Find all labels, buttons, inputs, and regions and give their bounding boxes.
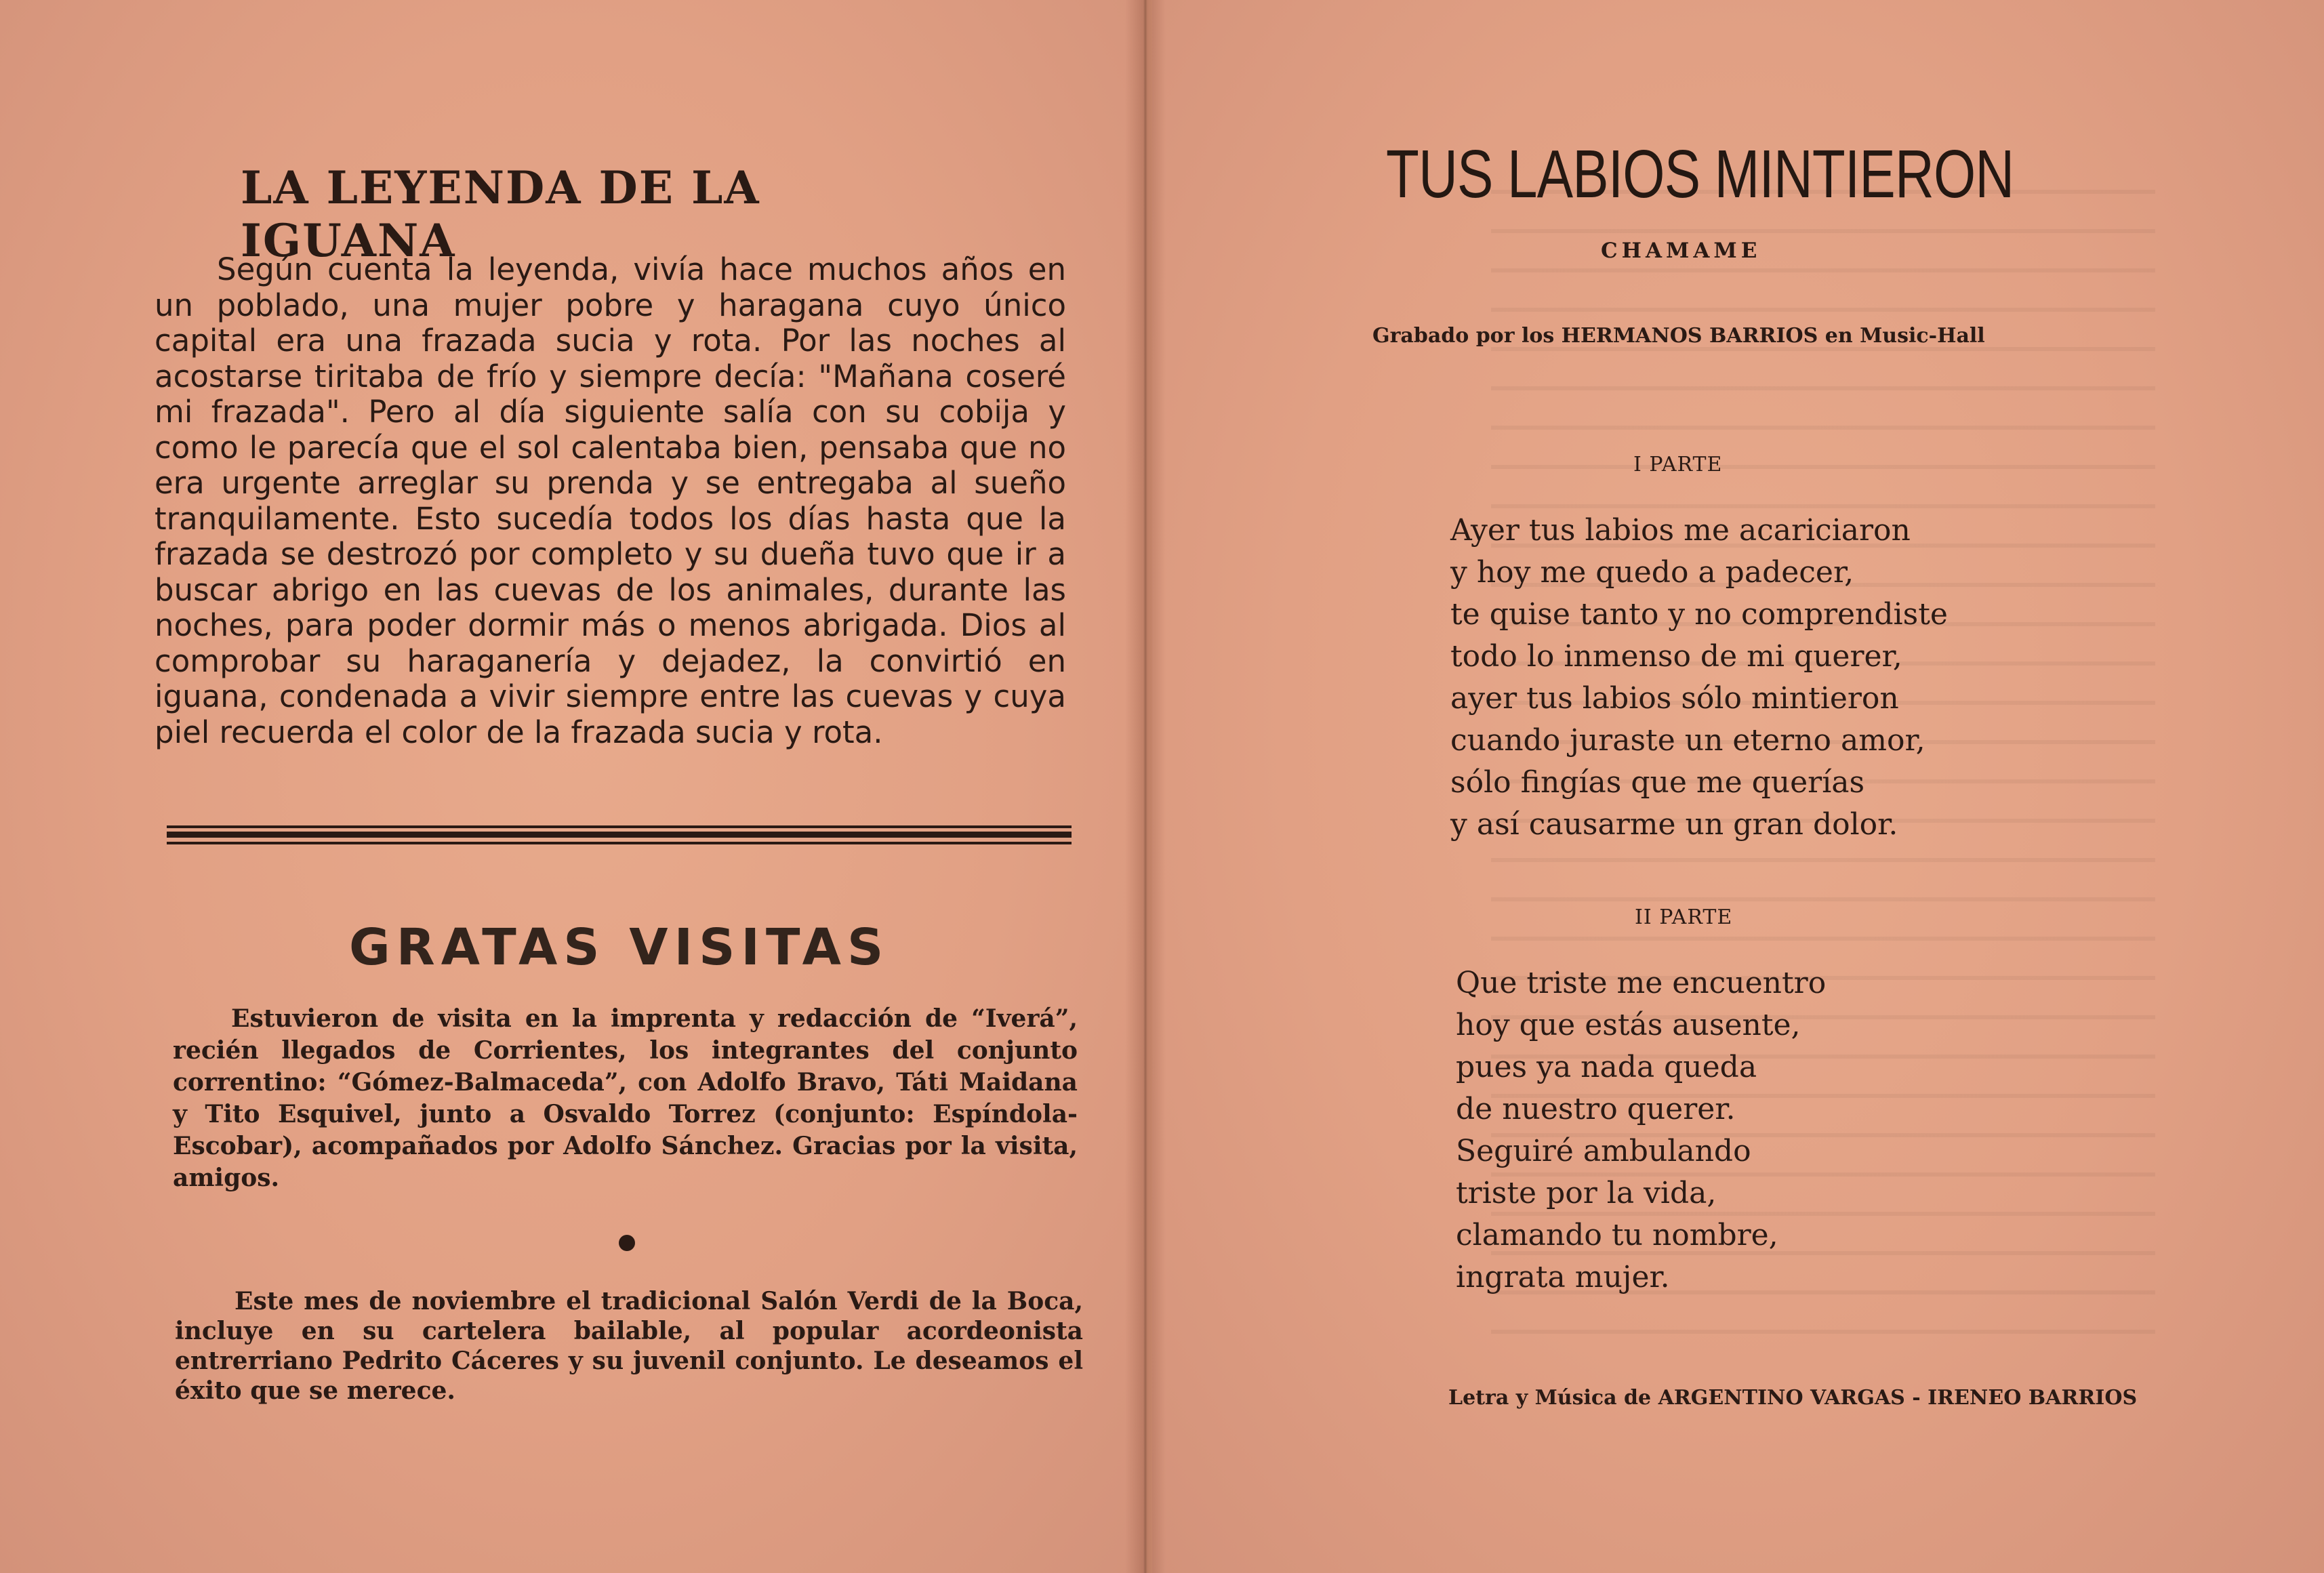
part-1-verse bbox=[1450, 510, 1948, 846]
part-2-label: II PARTE bbox=[1635, 905, 1733, 929]
verse-line: Que triste me encuentro bbox=[1456, 966, 1827, 1000]
visits-title: GRATAS VISITAS bbox=[349, 918, 890, 977]
verse-line: pues ya nada queda bbox=[1456, 1050, 1757, 1084]
verse-line: Seguiré ambulando bbox=[1456, 1134, 1751, 1168]
left-page bbox=[0, 0, 1145, 1573]
verse-line: ayer tus labios sólo mintieron bbox=[1450, 681, 1899, 716]
verse-line: Ayer tus labios me acariciaron bbox=[1450, 513, 1911, 548]
book-gutter bbox=[1125, 0, 1166, 1573]
verse-line: ingrata mujer. bbox=[1456, 1260, 1670, 1294]
legend-body: Según cuenta la leyenda, vivía hace muchos años en un poblado, una mujer pobre y haragana cuyo único capital era una frazada sucia y rota. Por las noches al acostarse tiritaba de frío y siempre decía: "Mañana coseré mi frazada". Pero al día siguiente salía con su cobija y como le parecía que el sol calentaba bien, pensaba que no era urgente arreglar su prenda y se entregaba al sueño tranquilamente. Esto sucedía todos los días hasta que la frazada se destrozó por completo y su dueña tuvo que ir a buscar abrigo en las cuevas de los animales, durante las noches, para poder dormir más o menos abrigada. Dios al comprobar su haraganería y dejadez, la convirtió en iguana, condenada a vivir siempre entre las cuevas y cuya piel recuerda el color de la frazada sucia y rota. bbox=[155, 251, 1066, 750]
verse-line: clamando tu nombre, bbox=[1456, 1218, 1778, 1252]
verse-line: y así causarme un gran dolor. bbox=[1450, 807, 1898, 842]
verse-line: hoy que estás ausente, bbox=[1456, 1008, 1801, 1042]
verse-line: triste por la vida, bbox=[1456, 1176, 1717, 1210]
song-genre: CHAMAME bbox=[1601, 239, 1761, 263]
song-title: TUS LABIOS MINTIERON bbox=[1386, 136, 2014, 212]
bullet-separator bbox=[619, 1235, 635, 1251]
verse-line: te quise tanto y no comprendiste bbox=[1450, 597, 1948, 632]
section-divider bbox=[167, 825, 1072, 847]
verse-line: cuando juraste un eterno amor, bbox=[1450, 723, 1925, 758]
verse-line: todo lo inmenso de mi querer, bbox=[1450, 639, 1902, 674]
recording-credit: Grabado por los HERMANOS BARRIOS en Music-Hall bbox=[1372, 324, 1985, 348]
part-2-verse bbox=[1456, 962, 1826, 1299]
legend-title: LA LEYENDA DE LA IGUANA bbox=[241, 161, 760, 267]
visits-paragraph-2: Este mes de noviembre el tradicional Salón Verdi de la Boca, incluye en su cartelera bailable, al popular acordeonista entrerriano Pedrito Cáceres y su juvenil conjunto. Le deseamos el éxito que se merece. bbox=[175, 1287, 1083, 1405]
verse-line: y hoy me quedo a padecer, bbox=[1450, 555, 1854, 590]
visits-paragraph-1: Estuvieron de visita en la imprenta y redacción de “Iverá”, recién llegados de Corrientes, los integrantes del conjunto correntino: “Gómez-Balmaceda”, con Adolfo Bravo, Táti Maidana y Tito Esquivel, junto a Osvaldo Torrez (conjunto: Espíndola-Escobar), acompañados por Adolfo Sánchez. Gracias por la visita, amigos. bbox=[173, 1004, 1078, 1192]
verse-line: de nuestro querer. bbox=[1456, 1092, 1736, 1126]
verse-line: sólo fingías que me querías bbox=[1450, 765, 1865, 800]
song-authors: Letra y Música de ARGENTINO VARGAS - IRENEO BARRIOS bbox=[1448, 1386, 2138, 1410]
part-1-label: I PARTE bbox=[1633, 453, 1723, 476]
